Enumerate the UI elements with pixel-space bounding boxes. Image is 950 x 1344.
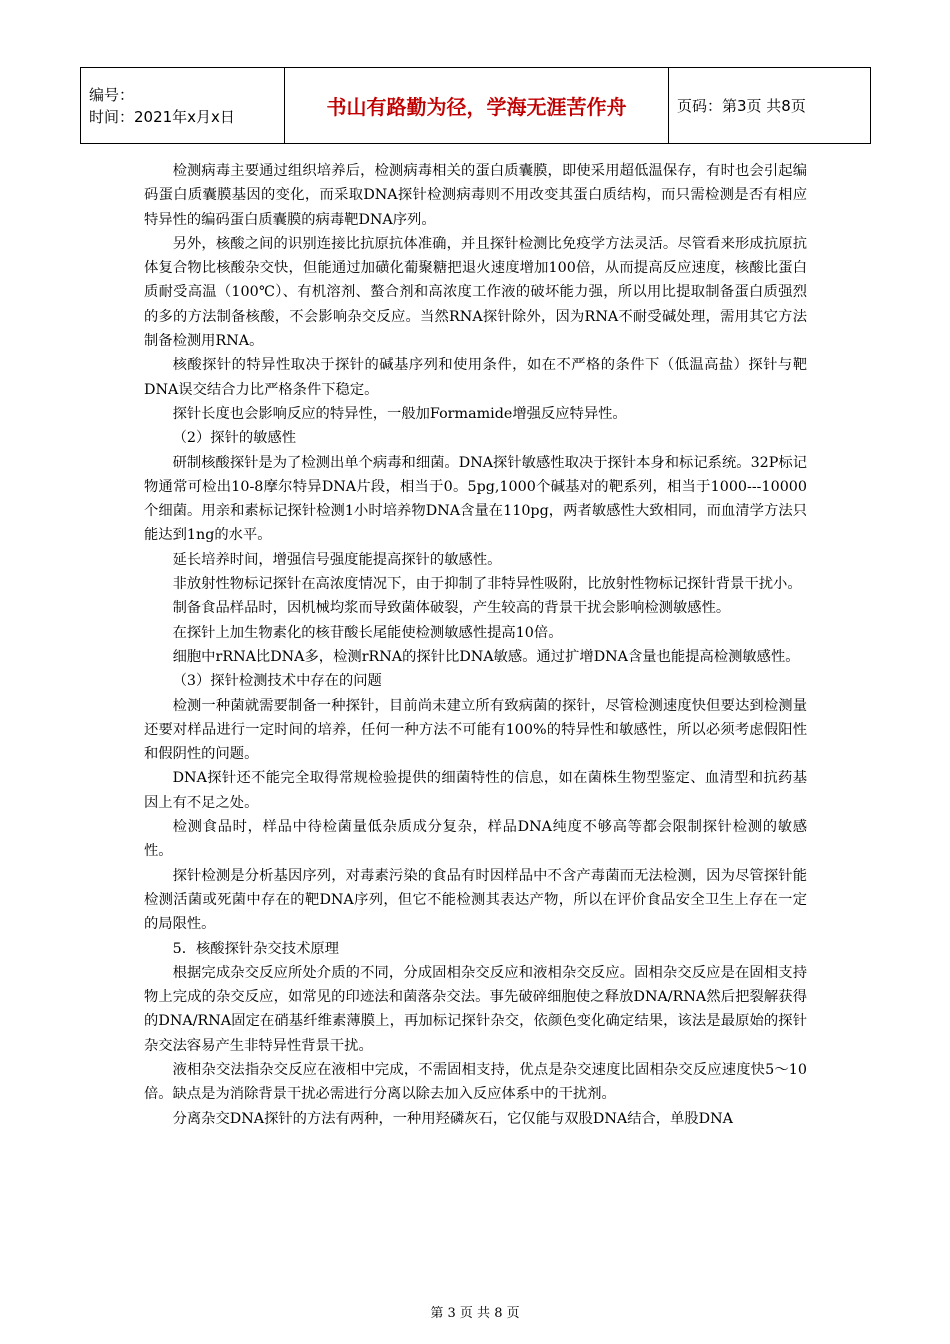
header-page-cell — [669, 68, 870, 143]
paragraph: 检测食品时，样品中待检菌量低杂质成分复杂，样品DNA纯度不够高等都会限制探针检测的敏感性。 — [144, 819, 807, 860]
paragraph: 探针长度也会影响反应的特异性，一般加Formamide增强反应特异性。 — [172, 405, 627, 422]
paragraph: 检测一种菌就需要制备一种探针，目前尚未建立所有致病菌的探针，尽管检测速度快但要达到检测量还要对样品进行一定时间的培养，任何一种方法不可能有100%的特异性和敏感性，所以必须考虑假阳性和假阴性的问题。 — [144, 697, 807, 763]
header-motto-cell — [285, 68, 669, 143]
paragraph: 根据完成杂交反应所处介质的不同，分成固相杂交反应和液相杂交反应。固相杂交反应是在固相支持物上完成的杂交反应，如常见的印迹法和菌落杂交法。事先破碎细胞使之释放DNA/RNA然后把裂解获得的DNA/RNA固定在硝基纤维素薄膜上，再加标记探针杂交，依颜色变化确定结果，该法是最原始的探针杂交法容易产生非特异性背景干扰。 — [144, 964, 807, 1054]
paragraph: 另外，核酸之间的识别连接比抗原抗体准确，并且探针检测比免疫学方法灵活。尽管看来形成抗原抗体复合物比核酸杂交快，但能通过加磺化葡聚糖把退火速度增加100倍，从而提高反应速度，核酸比蛋白质耐受高温（100℃）、有机溶剂、螯合剂和高浓度工作液的破坏能力强，所以用比提取制备蛋白质强烈的多的方法制备核酸，不会影响杂交反应。当然RNA探针除外，因为RNA不耐受碱处理，需用其它方法制备检测用RNA。 — [144, 235, 807, 350]
document-body — [144, 159, 807, 1131]
paragraph: DNA探针还不能完全取得常规检验提供的细菌特性的信息，如在菌株生物型鉴定、血清型和抗药基因上有不足之处。 — [144, 770, 807, 811]
header-date-label: 时间：2021年x月x日 — [89, 107, 235, 126]
section-heading: 5．核酸探针杂交技术原理 — [172, 940, 339, 957]
page-header — [80, 67, 871, 144]
section-heading: （2）探针的敏感性 — [172, 430, 297, 447]
paragraph: 非放射性物标记探针在高浓度情况下，由于抑制了非特异性吸附，比放射性物标记探针背景干扰小。 — [172, 576, 802, 593]
paragraph: 延长培养时间，增强信号强度能提高探针的敏感性。 — [172, 551, 502, 568]
paragraph: 核酸探针的特异性取决于探针的碱基序列和使用条件，如在不严格的条件下（低温高盐）探针与靶DNA误交结合力比严格条件下稳定。 — [144, 357, 807, 398]
header-page-label: 页码：第3页 共8页 — [677, 97, 806, 115]
paragraph: 制备食品样品时，因机械均浆而导致菌体破裂，产生较高的背景干扰会影响检测敏感性。 — [172, 600, 731, 617]
header-info-cell — [81, 68, 285, 143]
paragraph: 分离杂交DNA探针的方法有两种，一种用羟磷灰石，它仅能与双股DNA结合，单股DNA — [172, 1110, 733, 1127]
header-motto: 书山有路勤为径，学海无涯苦作舟 — [326, 95, 627, 119]
page-footer: 第 3 页 共 8 页 — [430, 1306, 520, 1321]
paragraph: 液相杂交法指杂交反应在液相中完成，不需固相支持，优点是杂交速度比固相杂交反应速度快5～10倍。缺点是为消除背景干扰必需进行分离以除去加入反应体系中的干扰剂。 — [144, 1061, 807, 1103]
paragraph: 研制核酸探针是为了检测出单个病毒和细菌。DNA探针敏感性取决于探针本身和标记系统。32P标记物通常可检出10-8摩尔特异DNA片段，相当于0。5pg,1000个碱基对的靶系列，相当于1000---10000个细菌。用亲和素标记探针检测1小时培养物DNA含量在110pg，两者敏感性大致相同，而血清学方法只能达到1ng的水平。 — [144, 454, 807, 544]
section-heading: （3）探针检测技术中存在的问题 — [172, 673, 382, 690]
paragraph: 细胞中rRNA比DNA多，检测rRNA的探针比DNA敏感。通过扩增DNA含量也能提高检测敏感性。 — [172, 648, 800, 665]
paragraph: 探针检测是分析基因序列，对毒素污染的食品有时因样品中不含产毒菌而无法检测，因为尽管探针能检测活菌或死菌中存在的靶DNA序列，但它不能检测其表达产物，所以在评价食品安全卫生上存在一定的局限性。 — [144, 867, 807, 933]
header-number-label: 编号： — [89, 85, 135, 104]
paragraph: 在探针上加生物素化的核苷酸长尾能使检测敏感性提高10倍。 — [172, 624, 563, 641]
paragraph: 检测病毒主要通过组织培养后，检测病毒相关的蛋白质囊膜，即使采用超低温保存，有时也会引起编码蛋白质囊膜基因的变化，而采取DNA探针检测病毒则不用改变其蛋白质结构，而只需检测是否有相应特异性的编码蛋白质囊膜的病毒靶DNA序列。 — [144, 163, 807, 228]
